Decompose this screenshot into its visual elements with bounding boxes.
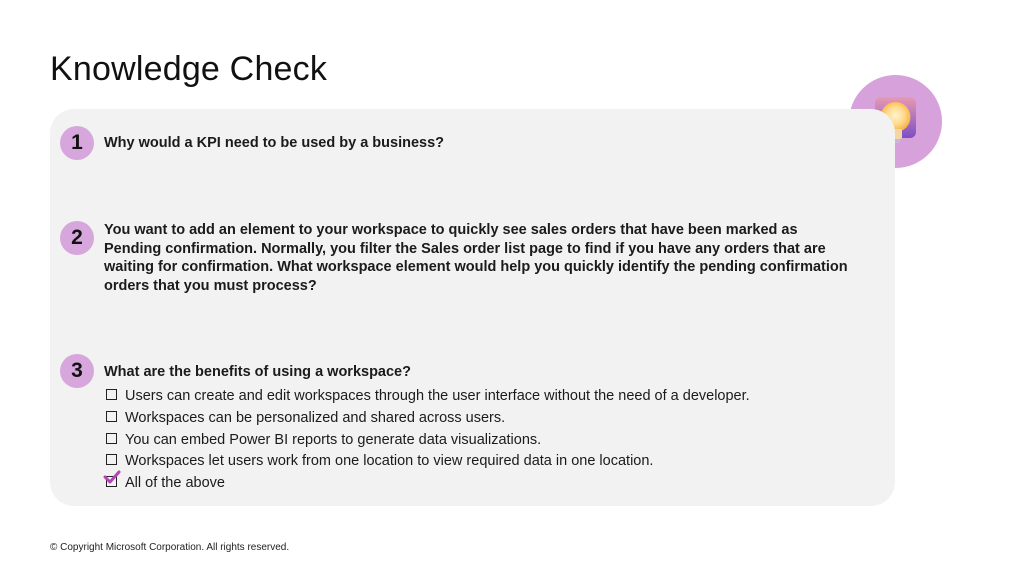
option-4[interactable] (106, 451, 653, 472)
checkmark-icon (103, 470, 121, 486)
checkbox-1[interactable] (106, 389, 117, 400)
option-3-label: You can embed Power BI reports to generate data visualizations. (125, 432, 542, 448)
question-2-text: You want to add an element to your workspace to quickly see sales orders that have been marked as Pending confirmation. Normally, you filter the Sales order list page to find if you have any orders that are waiting for confirmation. What workspace element would help you quickly identify the pending confirmation orders that you must process? (104, 222, 848, 294)
question-3-text: What are the benefits of using a workspace? (104, 364, 411, 380)
option-4-label: Workspaces let users work from one location to view required data in one location. (125, 453, 654, 469)
question-number-1: 1 (60, 126, 94, 160)
option-5[interactable] (106, 473, 225, 494)
checkbox-3[interactable] (106, 433, 117, 444)
checkbox-2[interactable] (106, 411, 117, 422)
option-2[interactable] (106, 408, 505, 429)
option-1-label: Users can create and edit workspaces through the user interface without the need of a developer. (125, 388, 750, 404)
checkbox-4[interactable] (106, 454, 117, 465)
option-2-label: Workspaces can be personalized and shared across users. (125, 410, 506, 426)
option-3[interactable] (106, 430, 541, 451)
question-number-3: 3 (60, 354, 94, 388)
option-1[interactable] (106, 386, 750, 407)
page-title: Knowledge Check (50, 50, 328, 88)
copyright-footer: © Copyright Microsoft Corporation. All rights reserved. (50, 542, 290, 553)
question-number-2: 2 (60, 221, 94, 255)
question-1-text: Why would a KPI need to be used by a business? (104, 135, 444, 151)
option-5-label: All of the above (125, 475, 225, 491)
